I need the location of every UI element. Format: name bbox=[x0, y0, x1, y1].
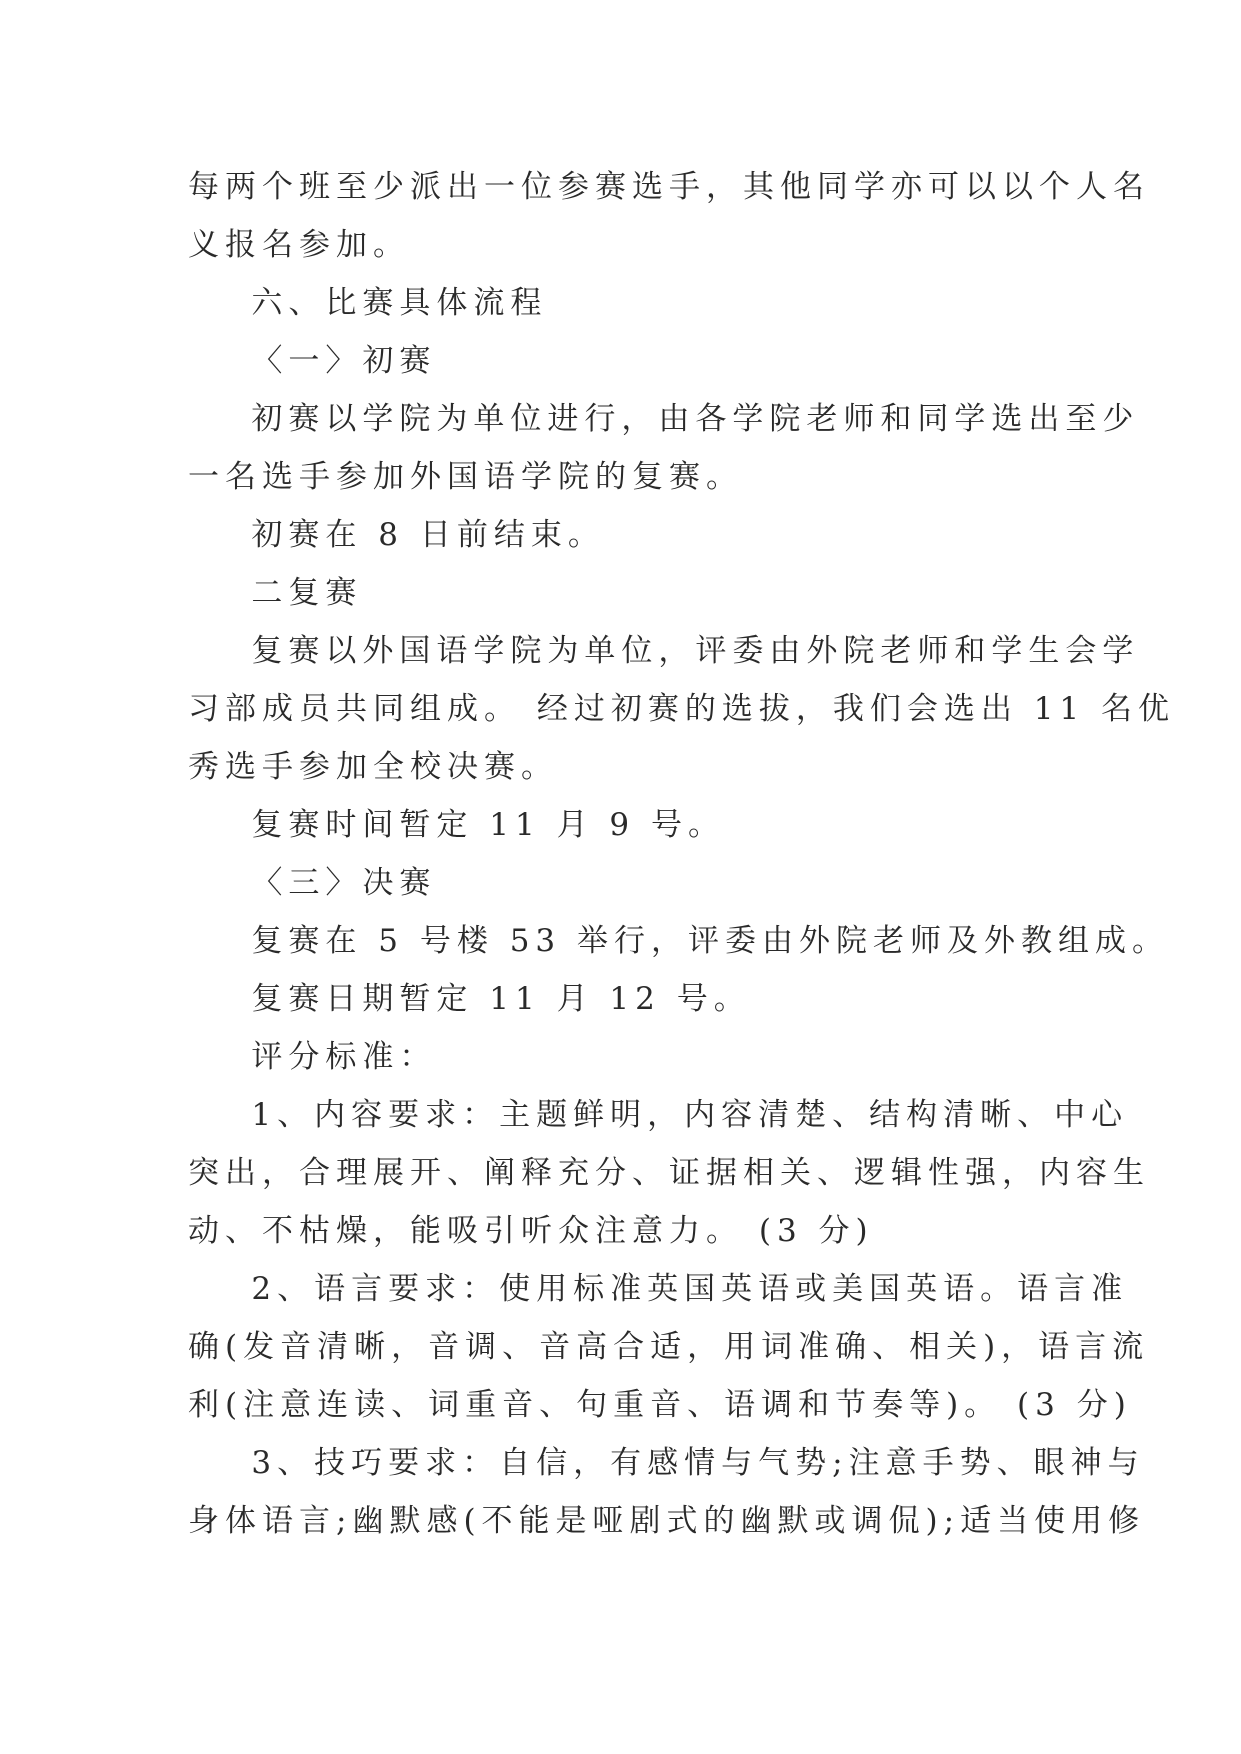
text-line: 复赛日期暂定 11 月 12 号。 bbox=[188, 981, 751, 1017]
text-line: 一名选手参加外国语学院的复赛。 bbox=[188, 459, 743, 495]
text-line: 突出，合理展开、阐释充分、证据相关、逻辑性强，内容生 bbox=[188, 1155, 1150, 1191]
document-body bbox=[188, 158, 1176, 1550]
text-line: 初赛在 8 日前结束。 bbox=[188, 517, 605, 553]
text-line: 身体语言;幽默感(不能是哑剧式的幽默或调侃);适当使用修 bbox=[188, 1503, 1146, 1539]
text-line: 义报名参加。 bbox=[188, 227, 410, 263]
text-line: 复赛在 5 号楼 53 举行，评委由外院老师及外教组成。 bbox=[188, 923, 1169, 959]
subsection-heading: 二复赛 bbox=[188, 575, 363, 611]
section-heading: 六、比赛具体流程 bbox=[188, 285, 548, 321]
text-line: 1、内容要求：主题鲜明，内容清楚、结构清晰、中心 bbox=[188, 1097, 1129, 1133]
subsection-heading: 〈一〉初赛 bbox=[188, 343, 437, 379]
text-line: 初赛以学院为单位进行，由各学院老师和同学选出至少 bbox=[188, 401, 1140, 437]
text-line: 利(注意连读、词重音、句重音、语调和节奏等)。 (3 分) bbox=[188, 1387, 1132, 1423]
text-line: 秀选手参加全校决赛。 bbox=[188, 749, 558, 785]
text-line: 复赛以外国语学院为单位，评委由外院老师和学生会学 bbox=[188, 633, 1140, 669]
text-line: 习部成员共同组成。 经过初赛的选拔，我们会选出 11 名优 bbox=[188, 691, 1176, 727]
text-line: 3、技巧要求：自信，有感情与气势;注意手势、眼神与 bbox=[188, 1445, 1145, 1481]
text-line: 动、不枯燥，能吸引听众注意力。 (3 分) bbox=[188, 1213, 874, 1249]
text-line: 复赛时间暂定 11 月 9 号。 bbox=[188, 807, 726, 843]
text-line: 确(发音清晰，音调、音高合适，用词准确、相关)，语言流 bbox=[188, 1329, 1150, 1365]
subsection-heading: 〈三〉决赛 bbox=[188, 865, 437, 901]
text-line: 2、语言要求：使用标准英国英语或美国英语。语言准 bbox=[188, 1271, 1129, 1307]
subsection-heading: 评分标准： bbox=[188, 1039, 437, 1075]
text-line: 每两个班至少派出一位参赛选手，其他同学亦可以以个人名 bbox=[188, 169, 1150, 205]
